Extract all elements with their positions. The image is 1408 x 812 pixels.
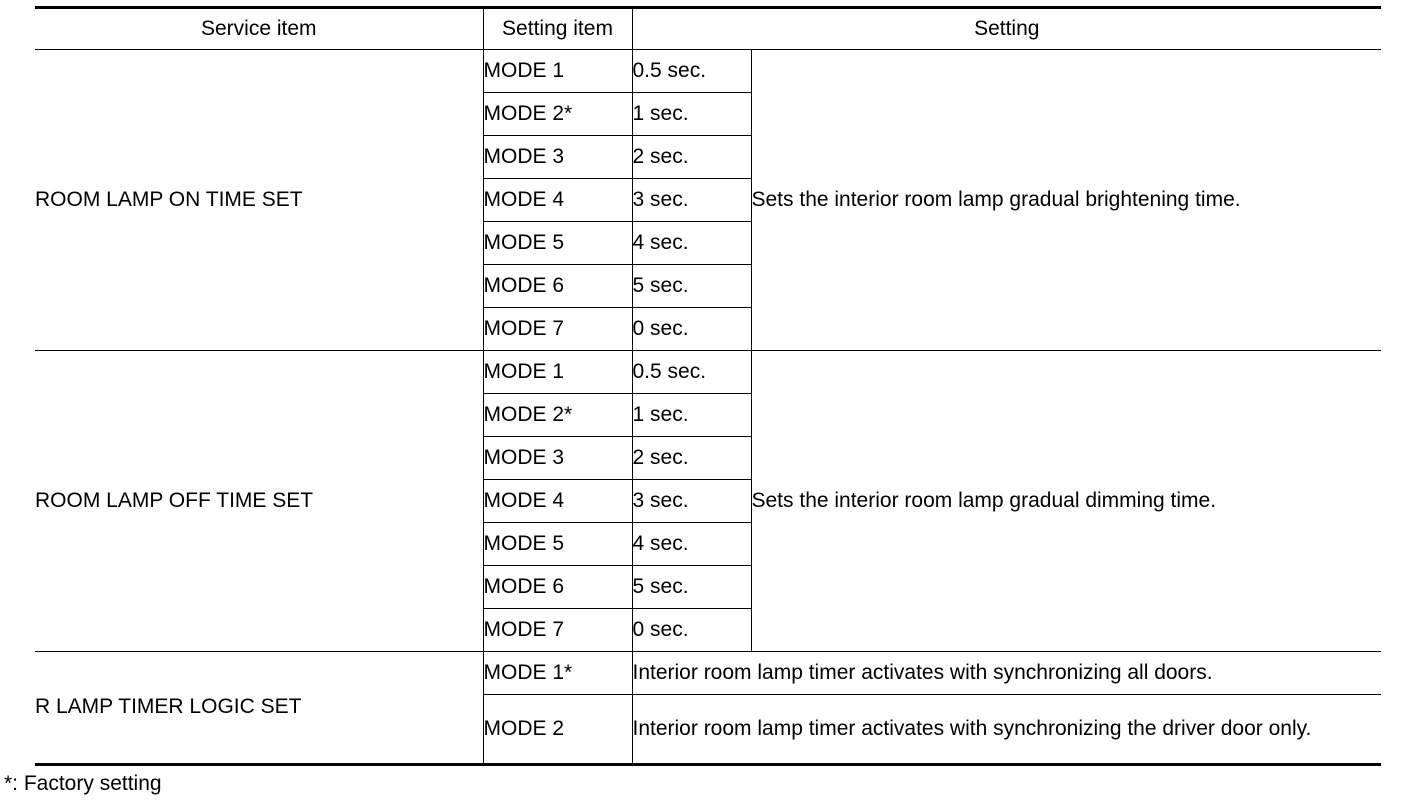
setting-item-cell: MODE 7 [483,308,632,351]
header-setting: Setting [632,8,1381,50]
factory-setting-footnote: *: Factory setting [4,772,162,795]
service-settings-table [35,6,1381,766]
table-row [35,50,1381,93]
setting-item-cell: MODE 3 [483,437,632,480]
setting-value-cell: 2 sec. [632,437,751,480]
setting-item-cell: MODE 2* [483,93,632,136]
setting-value-cell: 5 sec. [632,265,751,308]
table-header-row [35,8,1381,50]
setting-description-cell: Interior room lamp timer activates with synchronizing all doors. [632,652,1381,695]
header-service-item: Service item [35,8,483,50]
header-setting-item: Setting item [483,8,632,50]
setting-value-cell: 0 sec. [632,308,751,351]
setting-value-cell: 3 sec. [632,179,751,222]
settings-table-container [35,6,1381,766]
setting-description-cell: Sets the interior room lamp gradual brightening time. [751,50,1381,351]
setting-item-cell: MODE 2 [483,695,632,765]
setting-value-cell: 4 sec. [632,523,751,566]
setting-description-cell: Interior room lamp timer activates with synchronizing the driver door only. [632,695,1381,765]
setting-value-cell: 3 sec. [632,480,751,523]
setting-item-cell: MODE 5 [483,222,632,265]
setting-item-cell: MODE 1 [483,50,632,93]
setting-item-cell: MODE 7 [483,609,632,652]
setting-item-cell: MODE 2* [483,394,632,437]
setting-value-cell: 0.5 sec. [632,50,751,93]
setting-item-cell: MODE 5 [483,523,632,566]
setting-item-cell: MODE 4 [483,480,632,523]
setting-item-cell: MODE 3 [483,136,632,179]
setting-value-cell: 0.5 sec. [632,351,751,394]
table-row [35,351,1381,394]
service-item-cell: R LAMP TIMER LOGIC SET [35,652,483,765]
setting-value-cell: 1 sec. [632,93,751,136]
setting-value-cell: 5 sec. [632,566,751,609]
setting-description-cell: Sets the interior room lamp gradual dimming time. [751,351,1381,652]
setting-item-cell: MODE 1* [483,652,632,695]
setting-value-cell: 1 sec. [632,394,751,437]
setting-item-cell: MODE 4 [483,179,632,222]
setting-value-cell: 4 sec. [632,222,751,265]
setting-item-cell: MODE 6 [483,265,632,308]
setting-item-cell: MODE 6 [483,566,632,609]
service-item-cell: ROOM LAMP OFF TIME SET [35,351,483,652]
setting-value-cell: 2 sec. [632,136,751,179]
setting-item-cell: MODE 1 [483,351,632,394]
setting-value-cell: 0 sec. [632,609,751,652]
table-row [35,652,1381,695]
service-item-cell: ROOM LAMP ON TIME SET [35,50,483,351]
